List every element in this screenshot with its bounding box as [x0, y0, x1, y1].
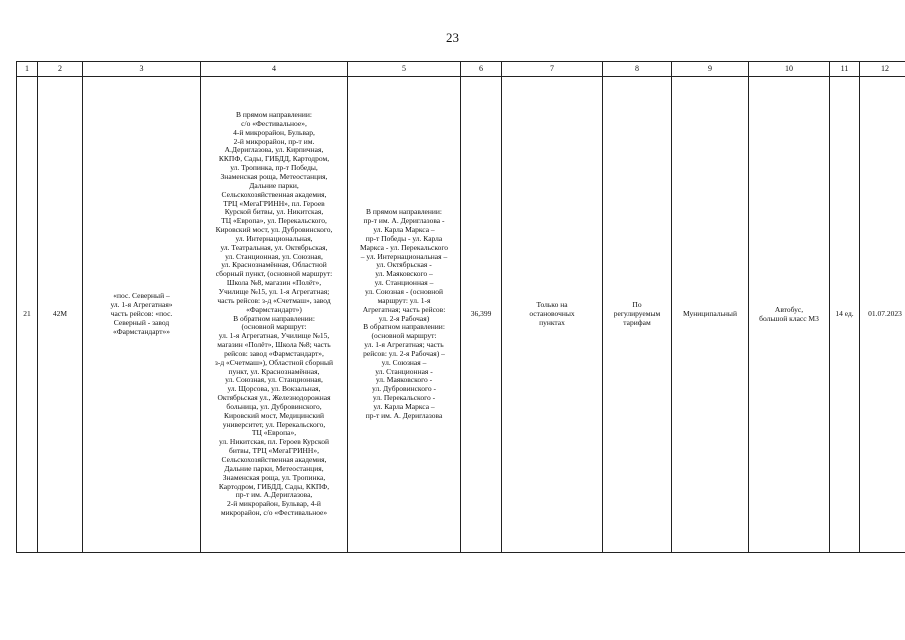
- fare-type: По регулируемым тарифам: [603, 77, 672, 553]
- route-stops: В прямом направлении: с/о «Фестивальное», 4-й микрорайон, Бульвар, 2-й микрорайон, пр-т им. А.Дериглазова, ул. Кирпичная, ККПФ, Сады, ГИБДД, Картодром, ул. Тропинка, пр-т Победы, Знаменская роща, Метеостанция, Дальние парки, Сельскохозяйственная академия, ТРЦ «МегаГРИНН», пл. Героев Курской битвы, ул. Никитская, ТЦ «Европа», ул. Перекальского, Кировский мост, ул. Дубровинского, ул. Интернациональная, ул. Театральная, ул. Октябрьская, ул. Станционная, ул. Союзная, ул. Краснознамённая, Областной сборный пункт, (основной маршрут: Школа №8, магазин «Полёт», Училище №15, ул. 1-я Агрегатная; часть рейсов: з-д «Счетмаш», завод «Фармстандарт») В обратном направлении: (основной маршрут: ул. 1-я Агрегатная, Училище №15, магазин «Полёт», Школа №8; часть рейсов: завод «Фармстандарт», з-д «Счетмаш»), Областной сборный пункт, ул. Краснознамённая, ул. Союзная, ул. Станционная, ул. Щорсова, ул. Вокзальная, Октябрьская ул., Железнодорожная больница, ул. Дубровинского, Кировский мост, Медицинский университет, ул. Перекальского, ТЦ «Европа», ул. Никитская, пл. Героев Курской битвы, ТРЦ «МегаГРИНН», Сельскохозяйственная академия, Дальние парки, Метеостанция, Знаменская роща, ул. Тропинка, Картодром, ГИБДД, Сады, ККПФ, пр-т им. А.Дериглазова, 2-й микрорайон, Бульвар, 4-й микрорайон, с/о «Фестивальное»: [201, 77, 348, 553]
- header-cell: 9: [672, 62, 749, 77]
- route-number: 42М: [38, 77, 83, 553]
- carrier-type: Муниципальный: [672, 77, 749, 553]
- start-date: 01.07.2023: [860, 77, 905, 553]
- route-length: 36,399: [461, 77, 502, 553]
- header-cell: 7: [502, 62, 603, 77]
- header-cell: 1: [17, 62, 38, 77]
- header-cell: 2: [38, 62, 83, 77]
- page-number: 23: [446, 30, 459, 45]
- route-table: [16, 61, 905, 553]
- header-cell: 4: [201, 62, 348, 77]
- header-cell: 8: [603, 62, 672, 77]
- stop-order: Только на остановочных пунктах: [502, 77, 603, 553]
- route-name: «пос. Северный – ул. 1-я Агрегатная» часть рейсов: «пос. Северный - завод «Фармстандарт»»: [83, 77, 201, 553]
- vehicle-type: Автобус, большой класс М3: [749, 77, 830, 553]
- table-row: [17, 77, 905, 553]
- header-row: [17, 62, 905, 77]
- row-index: 21: [17, 77, 38, 553]
- header-cell: 3: [83, 62, 201, 77]
- header-cell: 5: [348, 62, 461, 77]
- route-streets: В прямом направлении: пр-т им. А. Дериглазова - ул. Карла Маркса – пр-т Победы - ул. Карла Маркса - ул. Перекальского – ул. Интернациональная – ул. Октябрьская - ул. Маяковского – ул. Станционная – ул. Союзная - (основной маршрут: ул. 1-я Агрегатная; часть рейсов: ул. 2-я Рабочая) В обратном направлении: (основной маршрут: ул. 1-я Агрегатная; часть рейсов: ул. 2-я Рабочая) – ул. Союзная – ул. Станционная - ул. Маяковского - ул. Дубровинского - ул. Перекальского - ул. Карла Маркса – пр-т им. А. Дериглазова: [348, 77, 461, 553]
- header-cell: 11: [830, 62, 860, 77]
- header-cell: 10: [749, 62, 830, 77]
- header-cell: 6: [461, 62, 502, 77]
- vehicle-quantity: 14 ед.: [830, 77, 860, 553]
- header-cell: 12: [860, 62, 905, 77]
